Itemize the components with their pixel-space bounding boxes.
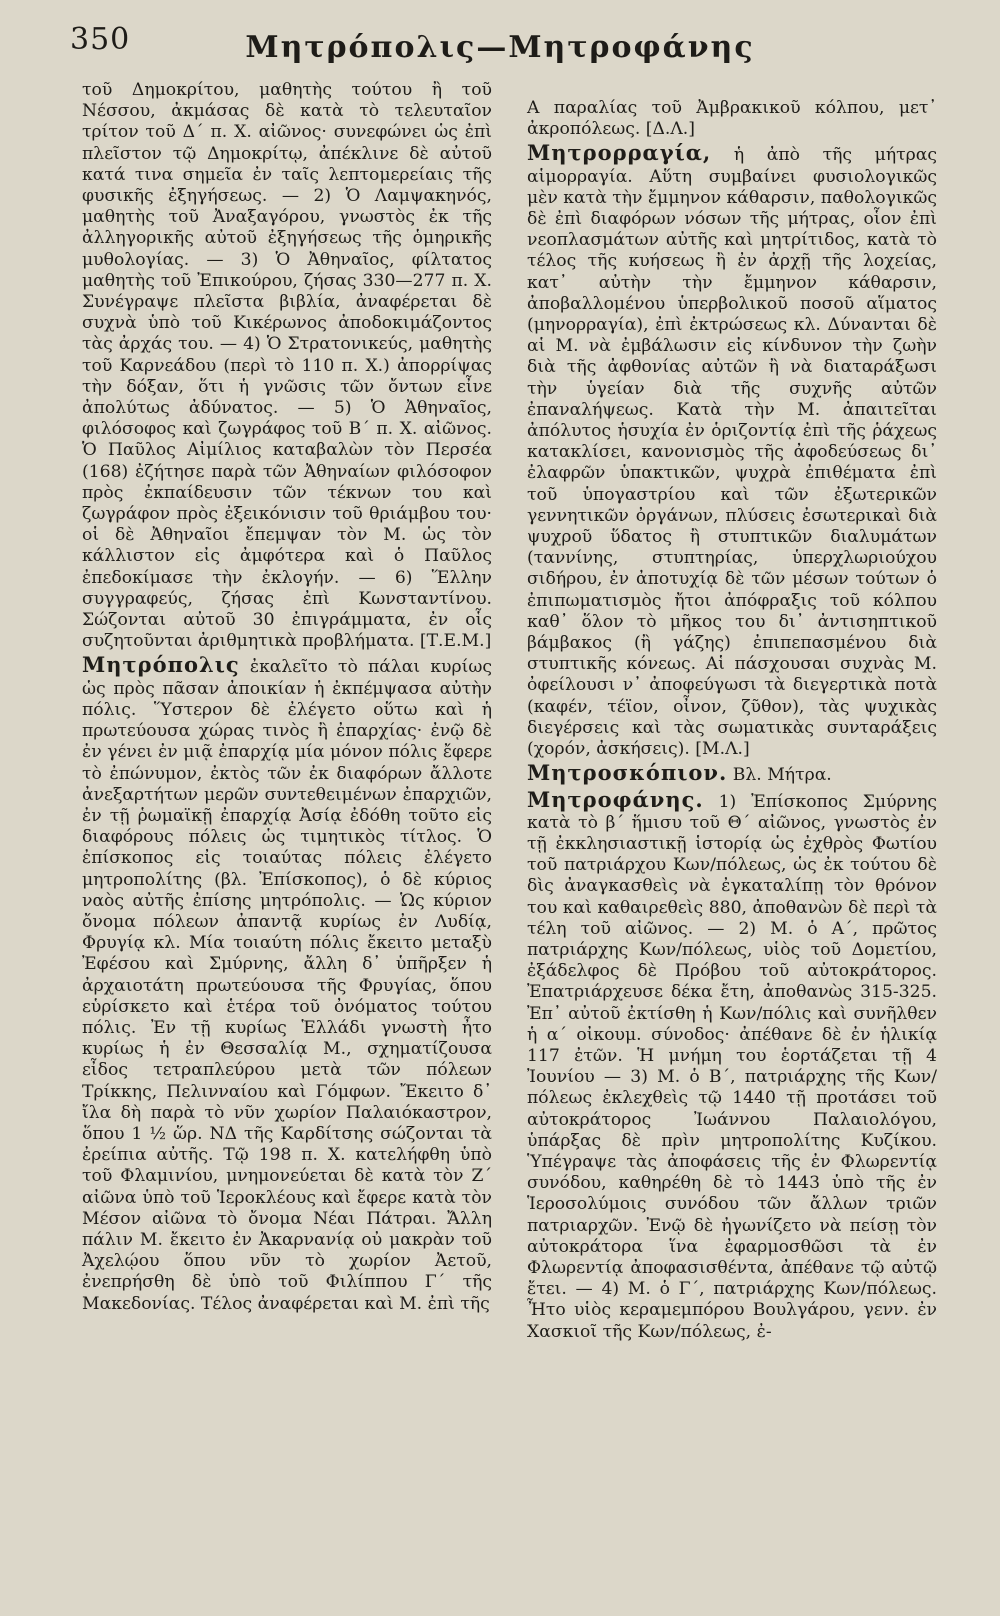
headword-metropolis: Μητρόπολις xyxy=(82,652,240,678)
headword-metrophanes: Μητροφάνης. xyxy=(527,786,704,812)
entry-metrorrhagia-text: ἡ ἀπὸ τῆς μήτρας αἱμορραγία. Αὕτη συμβαίνει φυσιολογικῶς μὲν κατὰ τὴν ἔμμηνον κάθαρσιν, παθολογικῶς δὲ ἐπὶ διαφόρων νόσων τῆς μήτρας, οἷον ἐπὶ νεοπλασμάτων αὐτῆς καὶ μητρίτιδος, κατὰ τὸ τέλος τῆς κυήσεως ἢ ἐν ἀρχῇ τῆς λοχείας, κατ᾽ αὐτὴν τὴν ἔμμηνον κάθαρσιν, ἀποβαλλομένου ὑπερβολικοῦ ποσοῦ αἵματος (μηνορραγία), ἐπὶ ἐκτρώσεως κλ. Δύνανται δὲ αἱ Μ. νὰ ἐμβάλωσιν εἰς κίνδυνον τὴν ζωὴν διὰ τῆς ἀφθονίας αὐτῶν ἢ νὰ διαταράξωσι τὴν ὑγείαν διὰ τῆς συχνῆς αὐτῶν ἐπαναλήψεως. Κατὰ τὴν Μ. ἀπαιτεῖται ἀπόλυτος ἡσυχία ἐν ὁριζοντίᾳ ἐπὶ τῆς ῥάχεως κατακλίσει, κανονισμὸς τῆς ἀφοδεύσεως δι᾽ ἐλαφρῶν ὑπακτικῶν, ψυχρὰ ἐπιθέματα ἐπὶ τοῦ ὑπογαστρίου καὶ τῶν ἐξωτερικῶν γεννητικῶν ὀργάνων, πλύσεις ἐσωτερικαὶ διὰ ψυχροῦ ὕδατος ἢ στυπτικῶν διαλυμάτων (ταννίνης, στυπτηρίας, ὑπερχλωριούχου σιδήρου, ἐν ἀποτυχίᾳ δὲ τῶν μέσων τούτων ὁ ἐπιπωματισμὸς ἤτοι ἀπόφραξις τοῦ κόλπου καθ᾽ ὅλον τὸ μῆκος του δι᾽ ἀντισηπτικοῦ βάμβακος (ἢ γάζης) ἐπιπεπασμένου διὰ στυπτικῆς κόνεως. Αἱ πάσχουσαι συχνὰς Μ. ὀφείλουσι ν᾽ ἀποφεύγωσι τὰ διεγερτικὰ ποτὰ (καφέν, τέϊον, οἶνον, ζῦθον), τὰς ψυχικὰς διεγέρσεις καὶ τὰς σωματικὰς συνταράξεις (χορόν, ἀσκήσεις). [Μ.Λ.] xyxy=(527,145,938,760)
entry-metrorrhagia xyxy=(527,142,937,760)
running-title: Μητρόπολις—Μητροφάνης xyxy=(245,30,755,65)
entry-metropolis-continued: Α παραλίας τοῦ Ἀμβρακικοῦ κόλπου, μετ᾽ ἀκροπόλεως. [Δ.Λ.] xyxy=(527,98,937,140)
right-column xyxy=(527,98,937,1343)
entry-metrodoros-continued: τοῦ Δημοκρίτου, μαθητὴς τούτου ἢ τοῦ Νέσσου, ἀκμάσας δὲ κατὰ τὸ τελευταῖον τρίτον τοῦ Δ΄ π. Χ. αἰῶνος· συνεφώνει ὡς ἐπὶ πλεῖστον τῷ Δημοκρίτῳ, ἀπέκλινε δὲ αὐτοῦ κατά τινα σημεῖα ἐν ταῖς λεπτομερείαις τῆς φυσικῆς ἐξηγήσεως. — 2) Ὁ Λαμψακηνός, μαθητὴς τοῦ Ἀναξαγόρου, γνωστὸς ἐκ τῆς ἀλληγορικῆς αὐτοῦ ἐξηγήσεως τῆς ὁμηρικῆς μυθολογίας. — 3) Ὁ Ἀθηναῖος, φίλτατος μαθητὴς τοῦ Ἐπικούρου, ζήσας 330—277 π. Χ. Συνέγραψε πλεῖστα βιβλία, ἀναφέρεται δὲ συχνὰ ὑπὸ τοῦ Κικέρωνος ἀποδοκιμάζοντος τὰς ἀρχάς του. — 4) Ὁ Στρατονικεύς, μαθητὴς τοῦ Καρνεάδου (περὶ τὸ 110 π. Χ.) ἀπορρίψας τὴν δόξαν, ὅτι ἡ γνῶσις τῶν ὄντων εἶνε ἀπολύτως ἀδύνατος. — 5) Ὁ Ἀθηναῖος, φιλόσοφος καὶ ζωγράφος τοῦ Β΄ π. Χ. αἰῶνος. Ὁ Παῦλος Αἰμίλιος καταβαλὼν τὸν Περσέα (168) ἐζήτησε παρὰ τῶν Ἀθηναίων φιλόσοφον πρὸς ἐκπαίδευσιν τῶν τέκνων του καὶ ζωγράφον πρὸς ἐξεικόνισιν τοῦ θριάμβου του· οἱ δὲ Ἀθηναῖοι ἔπεμψαν τὸν Μ. ὡς τὸν κάλλιστον εἰς ἀμφότερα καὶ ὁ Παῦλος ἐπεδοκίμασε τὴν ἐκλογήν. — 6) Ἕλλην συγγραφεύς, ζήσας ἐπὶ Κωνσταντίνου. Σώζονται αὐτοῦ 30 ἐπιγράμματα, ἐν οἷς συζητοῦνται ἀριθμητικὰ προβλήματα. [Τ.Ε.Μ.] xyxy=(82,80,492,652)
page-number: 350 xyxy=(70,22,131,57)
headword-metrorrhagia: Μητρορραγία, xyxy=(527,140,712,166)
entry-metrophanes-text: 1) Ἐπίσκοπος Σμύρνης κατὰ τὸ β΄ ἥμισυ τοῦ Θ΄ αἰῶνος, γνωστὸς ἐν τῇ ἐκκλησιαστικῇ ἱστορίᾳ ὡς ἐχθρὸς Φωτίου τοῦ πατριάρχου Κων/πόλεως, ὡς ἐκ τούτου δὲ δὶς ἀναγκασθεὶς νὰ ἐγκαταλίπῃ τὸν θρόνον του καὶ καθαιρεθεὶς 880, ἀποθανὼν δὲ περὶ τὰ τέλη τοῦ αἰῶνος. — 2) Μ. ὁ Α΄, πρῶτος πατριάρχης Κων/πόλεως, υἱὸς τοῦ Δομετίου, ἐξάδελφος δὲ Πρόβου τοῦ αὐτοκράτορος. Ἐπατριάρχευσε δέκα ἔτη, ἀποθανὼς 315-325. Ἐπ᾽ αὐτοῦ ἐκτίσθη ἡ Κων/πόλις καὶ συνῆλθεν ἡ α΄ οἰκουμ. σύνοδος· ἀπέθανε δὲ ἐν ἡλικίᾳ 117 ἐτῶν. Ἡ μνήμη του ἑορτάζεται τῇ 4 Ἰουνίου — 3) Μ. ὁ Β΄, πατριάρχης τῆς Κων/πόλεως ἐκλεχθεὶς τῷ 1440 τῇ προτάσει τοῦ αὐτοκράτορος Ἰωάννου Παλαιολόγου, ὑπάρξας δὲ πρὶν μητροπολίτης Κυζίκου. Ὑπέγραψε τὰς ἀποφάσεις τῆς ἐν Φλωρεντίᾳ συνόδου, καθηρέθη δὲ τὸ 1443 ὑπὸ τῆς ἐν Ἱεροσολύμοις συνόδου τῶν ἄλλων τριῶν πατριαρχῶν. Ἐνῷ δὲ ἠγωνίζετο νὰ πείσῃ τὸν αὐτοκράτορα ἵνα ἐφαρμοσθῶσι τὰ ἐν Φλωρεντίᾳ ἀποφασισθέντα, ἀπέθανε τῷ αὐτῷ ἔτει. — 4) Μ. ὁ Γ΄, πατριάρχης Κων/πόλεως. Ἦτο υἱὸς κεραμεμπόρου Βουλγάρου, γενν. ἐν Χασκιοῖ τῆς Κων/πόλεως, ἐ- xyxy=(527,791,937,1342)
entry-metropolis-text: ἐκαλεῖτο τὸ πάλαι κυρίως ὡς πρὸς πᾶσαν ἀποικίαν ἡ ἐκπέμψασα αὐτὴν πόλις. Ὕστερον δὲ ἐλέγετο οὕτω καὶ ἡ πρωτεύουσα χώρας τινὸς ἢ ἐπαρχίας· ἐνῷ δὲ ἐν γένει ἐν μιᾷ ἐπαρχίᾳ μία μόνον πόλις ἔφερε τὸ ἐπώνυμον, ἐκτὸς τῶν ἐκ διαφόρων ἄλλοτε ἀνεξαρτήτων μερῶν συντεθειμένων ἐπαρχιῶν, ἐν τῇ ῥωμαϊκῇ ἐπαρχίᾳ Ἀσίᾳ ἐδόθη τοῦτο εἰς διαφόρους πόλεις ὡς τιμητικὸς τίτλος. Ὁ ἐπίσκοπος εἰς τοιαύτας πόλεις ἐλέγετο μητροπολίτης (βλ. Ἐπίσκοπος), ὁ δὲ κύριος ναὸς αὐτῆς ἐπίσης μητρόπολις. — Ὡς κύριον ὄνομα πόλεων ἀπαντᾷ κυρίως ἐν Λυδίᾳ, Φρυγίᾳ κλ. Μία τοιαύτη πόλις ἔκειτο μεταξὺ Ἐφέσου καὶ Σμύρνης, ἄλλη δ᾽ ὑπῆρξεν ἡ ἀρχαιοτάτη πρωτεύουσα τῆς Φρυγίας, ὅπου εὑρίσκετο καὶ ἑτέρα τοῦ ὀνόματος τούτου πόλις. Ἐν τῇ κυρίως Ἑλλάδι γνωστὴ ἦτο κυρίως ἡ ἐν Θεσσαλίᾳ Μ., σχηματίζουσα εἶδος τετραπλεύρου μετὰ τῶν πόλεων Τρίκκης, Πελινναίου καὶ Γόμφων. Ἔκειτο δ᾽ ἴλα δὴ παρὰ τὸ νῦν χωρίον Παλαιόκαστρον, ὅπου 1 ½ ὥρ. ΝΔ τῆς Καρδίτσης σώζονται τὰ ἐρείπια αὐτῆς. Τῷ 198 π. Χ. κατελήφθη ὑπὸ τοῦ Φλαμινίου, μνημονεύεται δὲ κατὰ τὸν Ζ΄ αἰῶνα ὑπὸ τοῦ Ἱεροκλέους καὶ ἔφερε κατὰ τὸν Μέσον αἰῶνα τὸ ὄνομα Νέαι Πάτραι. Ἄλλη πάλιν Μ. ἔκειτο ἐν Ἀκαρνανίᾳ οὐ μακρὰν τοῦ Ἀχελῴου ὅπου νῦν τὸ χωρίον Ἀετοῦ, ἐνεπρήσθη δὲ ὑπὸ τοῦ Φιλίππου Γ΄ τῆς Μακεδονίας. Τέλος ἀναφέρεται καὶ Μ. ἐπὶ τῆς xyxy=(82,657,492,1314)
left-column xyxy=(82,80,492,1315)
entry-metroskopion xyxy=(527,762,937,786)
entry-metropolis xyxy=(82,654,492,1314)
headword-metroskopion: Μητροσκόπιον. xyxy=(527,760,728,786)
entry-metroskopion-text: Βλ. Μήτρα. xyxy=(727,765,832,786)
entry-metrophanes xyxy=(527,786,937,1343)
